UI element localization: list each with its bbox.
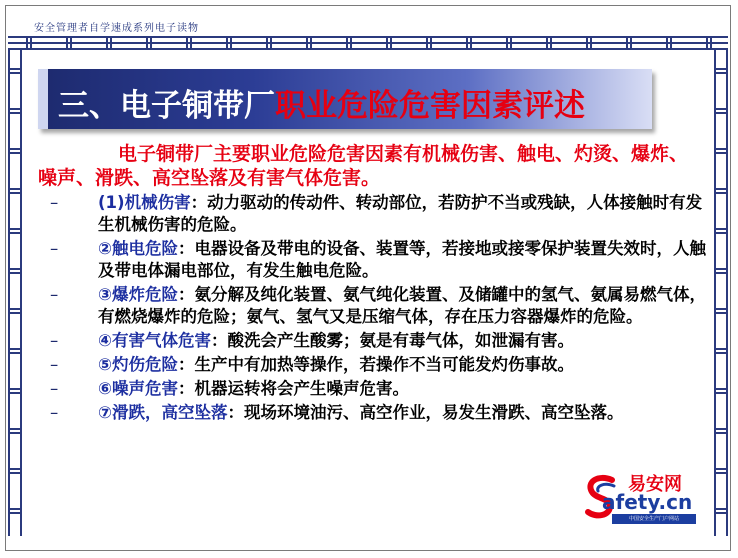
bullet-dash: –: [50, 379, 59, 398]
list-item: [38, 238, 706, 282]
item-text: ：动力驱动的传动件、转动部位，若防护不当或残缺，人体接触时有发生机械伤害的危险。: [98, 193, 703, 234]
item-text: ：酸洗会产生酸雾；氨是有毒气体，如泄漏有害。: [210, 331, 574, 350]
item-label: ⑦滑跌，高空坠落: [98, 403, 228, 422]
item-label: ⑤灼伤危险: [98, 355, 178, 374]
yian-logo: [584, 468, 696, 528]
bullet-dash: –: [50, 285, 59, 304]
list-item: [38, 378, 706, 400]
header-caption: 安全管理者自学速成系列电子读物: [34, 23, 199, 34]
slide-title: [58, 80, 585, 125]
list-item: [38, 402, 706, 424]
logo-domain: afety.cn: [602, 490, 693, 514]
decorative-fret-right: [714, 50, 728, 536]
list-item: [38, 330, 706, 352]
intro-paragraph: [38, 142, 706, 190]
list-item: [38, 192, 706, 236]
logo-tagline: 中国安全生产门户网站: [612, 514, 696, 524]
bullet-dash: –: [50, 403, 59, 422]
item-label: ③爆炸危险: [98, 285, 178, 304]
item-label: ④有害气体危害: [98, 331, 211, 350]
intro-text: 电子铜带厂主要职业危险危害因素有机械伤害、触电、灼烫、爆炸、噪声、滑跌、高空坠落及有害气体危害。: [38, 143, 689, 189]
item-text: ：电器设备及带电的设备、装置等，若接地或接零保护装置失效时，人触及带电体漏电部位，有发生触电危险。: [98, 239, 706, 280]
bullet-dash: –: [50, 331, 59, 350]
list-item: [38, 354, 706, 376]
item-label: ⑥噪声危害: [98, 379, 178, 398]
item-text: ：氨分解及纯化装置、氨气纯化装置、及储罐中的氢气、氨属易燃气体，有燃烧爆炸的危险；氨气、氢气又是压缩气体，存在压力容器爆炸的危险。: [98, 285, 706, 326]
bullet-dash: –: [50, 239, 59, 258]
decorative-fret-left: [8, 50, 22, 536]
bullet-dash: –: [50, 193, 59, 212]
decorative-fret-band: [8, 36, 728, 50]
slide-title-white: 三、电子铜带厂: [58, 88, 275, 124]
list-item: [38, 284, 706, 328]
slide-content: [38, 142, 706, 424]
bullet-dash: –: [50, 355, 59, 374]
item-label: ②触电危险: [98, 239, 178, 258]
item-text: ：现场环境油污、高空作业，易发生滑跌、高空坠落。: [227, 403, 624, 422]
item-text: ：机器运转将会产生噪声危害。: [177, 379, 409, 398]
item-label: (1)机械伤害: [98, 193, 191, 212]
logo-cn-name: 易安网: [628, 474, 682, 495]
slide-title-red: 职业危险危害因素评述: [275, 88, 585, 124]
item-text: ：生产中有加热等操作，若操作不当可能发灼伤事故。: [177, 355, 574, 374]
